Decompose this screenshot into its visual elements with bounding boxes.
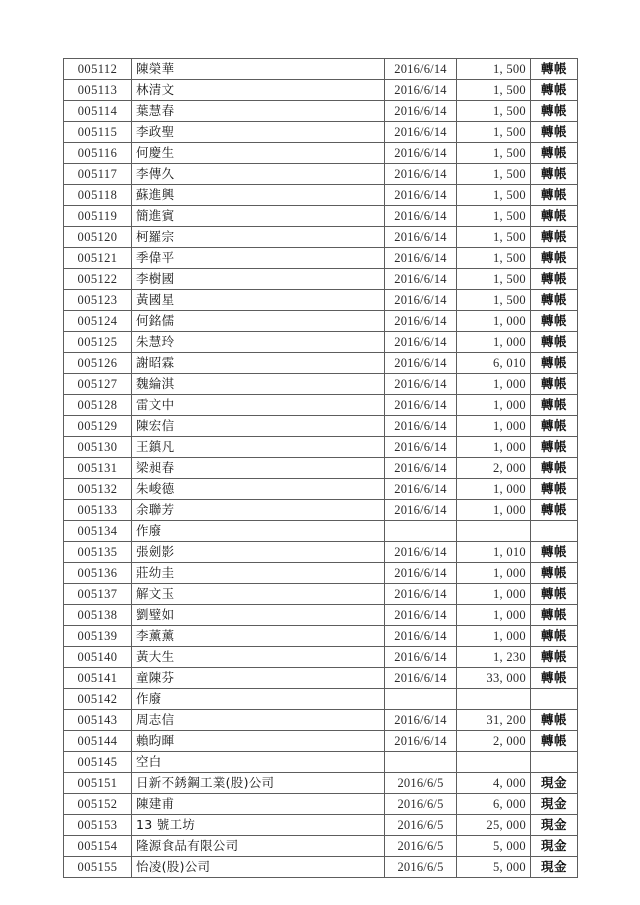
amount-cell: 1, 000: [457, 416, 531, 437]
payment-method-cell: 現金: [531, 794, 578, 815]
receipt-no-cell: 005142: [64, 689, 132, 710]
receipt-no-cell: 005137: [64, 584, 132, 605]
receipt-no-cell: 005121: [64, 248, 132, 269]
receipt-no-cell: 005139: [64, 626, 132, 647]
amount-cell: 1, 000: [457, 500, 531, 521]
payer-name-cell: 陳榮華: [132, 59, 385, 80]
receipt-no-cell: 005126: [64, 353, 132, 374]
receipt-no-cell: 005114: [64, 101, 132, 122]
date-cell: 2016/6/14: [385, 584, 457, 605]
table-row: [64, 773, 578, 794]
table-row: [64, 458, 578, 479]
table-row: [64, 164, 578, 185]
payer-name-cell: 余聯芳: [132, 500, 385, 521]
receipt-no-cell: 005115: [64, 122, 132, 143]
amount-cell: 2, 000: [457, 458, 531, 479]
amount-cell: [457, 689, 531, 710]
payment-method-cell: 轉帳: [531, 626, 578, 647]
amount-cell: 1, 500: [457, 227, 531, 248]
table-row: [64, 794, 578, 815]
receipt-no-cell: 005117: [64, 164, 132, 185]
date-cell: 2016/6/14: [385, 248, 457, 269]
payer-name-cell: 陳宏信: [132, 416, 385, 437]
amount-cell: 33, 000: [457, 668, 531, 689]
receipt-no-cell: 005141: [64, 668, 132, 689]
amount-cell: 1, 230: [457, 647, 531, 668]
payer-name-cell: 周志信: [132, 710, 385, 731]
amount-cell: 4, 000: [457, 773, 531, 794]
amount-cell: 1, 500: [457, 143, 531, 164]
date-cell: 2016/6/14: [385, 395, 457, 416]
payment-method-cell: 轉帳: [531, 332, 578, 353]
amount-cell: 6, 010: [457, 353, 531, 374]
table-row: [64, 353, 578, 374]
table-row: [64, 101, 578, 122]
payment-method-cell: 轉帳: [531, 647, 578, 668]
date-cell: 2016/6/5: [385, 815, 457, 836]
payment-method-cell: 轉帳: [531, 458, 578, 479]
payer-name-cell: 李樹國: [132, 269, 385, 290]
payment-method-cell: 轉帳: [531, 164, 578, 185]
receipt-no-cell: 005118: [64, 185, 132, 206]
payer-name-cell: 葉慧春: [132, 101, 385, 122]
payment-method-cell: 轉帳: [531, 437, 578, 458]
payer-name-cell: 作廢: [132, 521, 385, 542]
table-row: [64, 374, 578, 395]
amount-cell: 1, 500: [457, 122, 531, 143]
receipt-no-cell: 005145: [64, 752, 132, 773]
receipt-no-cell: 005119: [64, 206, 132, 227]
receipt-no-cell: 005134: [64, 521, 132, 542]
amount-cell: 1, 000: [457, 374, 531, 395]
amount-cell: 5, 000: [457, 836, 531, 857]
payer-name-cell: 隆源食品有限公司: [132, 836, 385, 857]
receipt-no-cell: 005136: [64, 563, 132, 584]
amount-cell: [457, 521, 531, 542]
amount-cell: 1, 500: [457, 290, 531, 311]
payment-method-cell: 轉帳: [531, 479, 578, 500]
table-row: [64, 626, 578, 647]
date-cell: 2016/6/14: [385, 101, 457, 122]
payer-name-cell: 13 號工坊: [132, 815, 385, 836]
table-row: [64, 857, 578, 878]
payer-name-cell: 怡凌(股)公司: [132, 857, 385, 878]
payment-method-cell: [531, 521, 578, 542]
receipt-no-cell: 005132: [64, 479, 132, 500]
date-cell: [385, 689, 457, 710]
payment-method-cell: 轉帳: [531, 500, 578, 521]
payment-method-cell: 轉帳: [531, 290, 578, 311]
payer-name-cell: 解文玉: [132, 584, 385, 605]
amount-cell: 2, 000: [457, 731, 531, 752]
table-row: [64, 143, 578, 164]
table-row: [64, 500, 578, 521]
payment-method-cell: 轉帳: [531, 584, 578, 605]
table-row: [64, 227, 578, 248]
payment-method-cell: 現金: [531, 857, 578, 878]
payer-name-cell: 劉璧如: [132, 605, 385, 626]
receipt-no-cell: 005112: [64, 59, 132, 80]
receipt-no-cell: 005123: [64, 290, 132, 311]
receipt-no-cell: 005154: [64, 836, 132, 857]
payer-name-cell: 日新不銹鋼工業(股)公司: [132, 773, 385, 794]
date-cell: 2016/6/14: [385, 143, 457, 164]
payer-name-cell: 莊幼圭: [132, 563, 385, 584]
date-cell: 2016/6/5: [385, 794, 457, 815]
amount-cell: 1, 000: [457, 626, 531, 647]
table-row: [64, 647, 578, 668]
amount-cell: 1, 500: [457, 269, 531, 290]
table-row: [64, 122, 578, 143]
payer-name-cell: 作廢: [132, 689, 385, 710]
date-cell: 2016/6/5: [385, 773, 457, 794]
payment-method-cell: 轉帳: [531, 416, 578, 437]
receipt-no-cell: 005151: [64, 773, 132, 794]
table-row: [64, 416, 578, 437]
date-cell: 2016/6/14: [385, 647, 457, 668]
payment-method-cell: 轉帳: [531, 395, 578, 416]
date-cell: 2016/6/14: [385, 122, 457, 143]
payment-method-cell: 現金: [531, 773, 578, 794]
payer-name-cell: 謝昭霖: [132, 353, 385, 374]
table-row: [64, 248, 578, 269]
payer-name-cell: 簡進賓: [132, 206, 385, 227]
payer-name-cell: 王鎮凡: [132, 437, 385, 458]
payer-name-cell: 雷文中: [132, 395, 385, 416]
table-row: [64, 479, 578, 500]
date-cell: 2016/6/14: [385, 185, 457, 206]
table-row: [64, 185, 578, 206]
date-cell: 2016/6/14: [385, 269, 457, 290]
amount-cell: 1, 010: [457, 542, 531, 563]
payment-method-cell: 現金: [531, 815, 578, 836]
table-row: [64, 80, 578, 101]
payment-method-cell: 轉帳: [531, 59, 578, 80]
date-cell: 2016/6/14: [385, 710, 457, 731]
table-row: [64, 521, 578, 542]
payment-method-cell: 轉帳: [531, 542, 578, 563]
date-cell: 2016/6/14: [385, 605, 457, 626]
payment-method-cell: 轉帳: [531, 185, 578, 206]
receipt-no-cell: 005153: [64, 815, 132, 836]
payer-name-cell: 梁昶春: [132, 458, 385, 479]
receipt-no-cell: 005120: [64, 227, 132, 248]
receipt-no-cell: 005128: [64, 395, 132, 416]
payment-method-cell: [531, 752, 578, 773]
amount-cell: 1, 500: [457, 206, 531, 227]
date-cell: 2016/6/14: [385, 479, 457, 500]
date-cell: 2016/6/5: [385, 836, 457, 857]
payer-name-cell: 李薰薰: [132, 626, 385, 647]
payer-name-cell: 柯羅宗: [132, 227, 385, 248]
payment-method-cell: 轉帳: [531, 605, 578, 626]
payment-method-cell: 轉帳: [531, 731, 578, 752]
amount-cell: 1, 000: [457, 584, 531, 605]
amount-cell: 1, 000: [457, 437, 531, 458]
table-row: [64, 332, 578, 353]
date-cell: 2016/6/14: [385, 374, 457, 395]
amount-cell: 1, 500: [457, 248, 531, 269]
payment-method-cell: 轉帳: [531, 227, 578, 248]
amount-cell: 6, 000: [457, 794, 531, 815]
table-row: [64, 689, 578, 710]
amount-cell: 1, 000: [457, 479, 531, 500]
date-cell: 2016/6/14: [385, 500, 457, 521]
table-row: [64, 668, 578, 689]
receipt-no-cell: 005152: [64, 794, 132, 815]
table-row: [64, 437, 578, 458]
receipt-no-cell: 005135: [64, 542, 132, 563]
receipt-no-cell: 005155: [64, 857, 132, 878]
date-cell: 2016/6/14: [385, 731, 457, 752]
amount-cell: 1, 000: [457, 395, 531, 416]
receipt-no-cell: 005124: [64, 311, 132, 332]
receipt-no-cell: 005116: [64, 143, 132, 164]
payment-method-cell: 轉帳: [531, 269, 578, 290]
payment-method-cell: 轉帳: [531, 206, 578, 227]
amount-cell: [457, 752, 531, 773]
payment-method-cell: 轉帳: [531, 668, 578, 689]
payment-method-cell: 轉帳: [531, 143, 578, 164]
payer-name-cell: 何慶生: [132, 143, 385, 164]
payer-name-cell: 賴昀暉: [132, 731, 385, 752]
date-cell: 2016/6/14: [385, 59, 457, 80]
table-row: [64, 542, 578, 563]
amount-cell: 1, 500: [457, 185, 531, 206]
payment-method-cell: 轉帳: [531, 101, 578, 122]
receipt-no-cell: 005127: [64, 374, 132, 395]
date-cell: 2016/6/14: [385, 290, 457, 311]
payer-name-cell: 朱峻德: [132, 479, 385, 500]
payer-name-cell: 朱慧玲: [132, 332, 385, 353]
date-cell: 2016/6/14: [385, 227, 457, 248]
amount-cell: 1, 000: [457, 311, 531, 332]
amount-cell: 25, 000: [457, 815, 531, 836]
table-row: [64, 206, 578, 227]
ledger-table: [63, 58, 578, 878]
receipt-no-cell: 005140: [64, 647, 132, 668]
amount-cell: 1, 000: [457, 332, 531, 353]
receipt-no-cell: 005129: [64, 416, 132, 437]
payer-name-cell: 陳建甫: [132, 794, 385, 815]
table-row: [64, 605, 578, 626]
payer-name-cell: 魏綸淇: [132, 374, 385, 395]
payer-name-cell: 空白: [132, 752, 385, 773]
receipt-no-cell: 005131: [64, 458, 132, 479]
payment-method-cell: 轉帳: [531, 311, 578, 332]
payment-method-cell: 轉帳: [531, 248, 578, 269]
amount-cell: 1, 500: [457, 101, 531, 122]
payment-method-cell: 轉帳: [531, 122, 578, 143]
payer-name-cell: 李傳久: [132, 164, 385, 185]
receipt-no-cell: 005125: [64, 332, 132, 353]
ledger-table-container: [63, 58, 577, 878]
receipt-no-cell: 005122: [64, 269, 132, 290]
payer-name-cell: 蘇進興: [132, 185, 385, 206]
table-row: [64, 269, 578, 290]
receipt-no-cell: 005143: [64, 710, 132, 731]
date-cell: 2016/6/14: [385, 332, 457, 353]
table-row: [64, 710, 578, 731]
date-cell: 2016/6/14: [385, 164, 457, 185]
payment-method-cell: [531, 689, 578, 710]
table-row: [64, 836, 578, 857]
receipt-no-cell: 005113: [64, 80, 132, 101]
payer-name-cell: 季偉平: [132, 248, 385, 269]
payment-method-cell: 轉帳: [531, 374, 578, 395]
amount-cell: 1, 500: [457, 80, 531, 101]
payment-method-cell: 轉帳: [531, 710, 578, 731]
payer-name-cell: 黃大生: [132, 647, 385, 668]
payment-method-cell: 轉帳: [531, 563, 578, 584]
date-cell: 2016/6/14: [385, 353, 457, 374]
date-cell: 2016/6/14: [385, 542, 457, 563]
date-cell: 2016/6/14: [385, 626, 457, 647]
date-cell: [385, 521, 457, 542]
date-cell: 2016/6/14: [385, 80, 457, 101]
payer-name-cell: 黃國星: [132, 290, 385, 311]
table-row: [64, 731, 578, 752]
payment-method-cell: 轉帳: [531, 80, 578, 101]
payment-method-cell: 現金: [531, 836, 578, 857]
amount-cell: 5, 000: [457, 857, 531, 878]
date-cell: 2016/6/14: [385, 311, 457, 332]
date-cell: 2016/6/14: [385, 458, 457, 479]
date-cell: 2016/6/14: [385, 437, 457, 458]
table-row: [64, 290, 578, 311]
amount-cell: 1, 500: [457, 164, 531, 185]
date-cell: 2016/6/14: [385, 206, 457, 227]
ledger-table-body: [64, 59, 578, 878]
table-row: [64, 752, 578, 773]
receipt-no-cell: 005144: [64, 731, 132, 752]
amount-cell: 1, 000: [457, 563, 531, 584]
amount-cell: 1, 500: [457, 59, 531, 80]
payer-name-cell: 何銘儒: [132, 311, 385, 332]
receipt-no-cell: 005138: [64, 605, 132, 626]
date-cell: 2016/6/5: [385, 857, 457, 878]
table-row: [64, 311, 578, 332]
payer-name-cell: 林清文: [132, 80, 385, 101]
table-row: [64, 563, 578, 584]
payment-method-cell: 轉帳: [531, 353, 578, 374]
receipt-no-cell: 005133: [64, 500, 132, 521]
date-cell: 2016/6/14: [385, 563, 457, 584]
receipt-no-cell: 005130: [64, 437, 132, 458]
amount-cell: 1, 000: [457, 605, 531, 626]
payer-name-cell: 張劍影: [132, 542, 385, 563]
date-cell: [385, 752, 457, 773]
table-row: [64, 584, 578, 605]
date-cell: 2016/6/14: [385, 668, 457, 689]
amount-cell: 31, 200: [457, 710, 531, 731]
date-cell: 2016/6/14: [385, 416, 457, 437]
payer-name-cell: 李政聖: [132, 122, 385, 143]
table-row: [64, 395, 578, 416]
table-row: [64, 59, 578, 80]
table-row: [64, 815, 578, 836]
payer-name-cell: 童陳芬: [132, 668, 385, 689]
